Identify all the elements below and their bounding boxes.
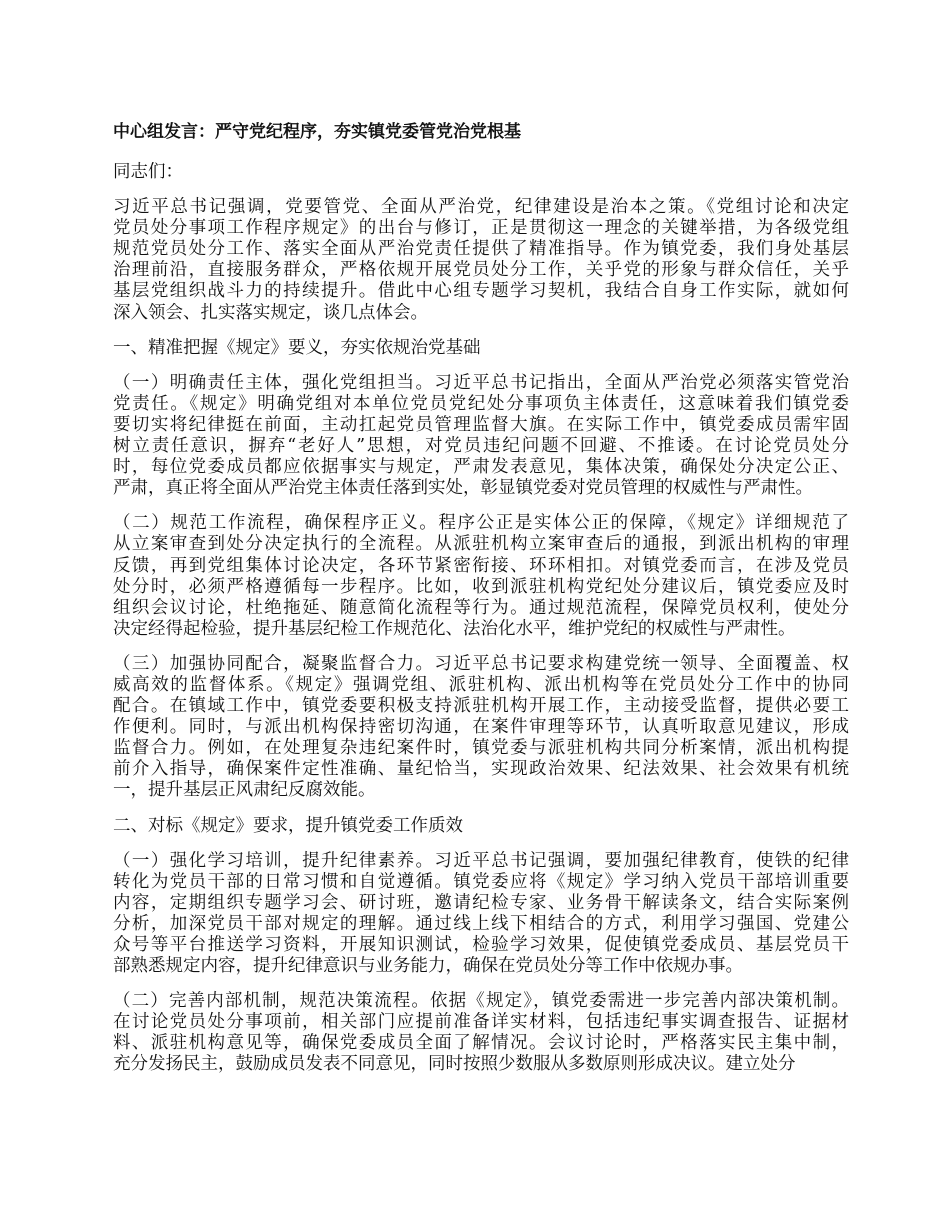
text-line: 部熟悉规定内容，提升纪律意识与业务能力，确保在党员处分等工作中依规办事。 [113,956,743,977]
text-line: 前介入指导，确保案件定性准确、量纪恰当，实现政治效果、纪法效果、社会效果有机统 [113,759,849,780]
text-line: 处分时，必须严格遵循每一步程序。比如，收到派驻机构党纪处分建议后，镇党委应及时 [113,576,849,597]
paragraph [113,654,849,802]
document-title: 中心组发言：严守党纪程序，夯实镇党委管党治党根基 [113,122,521,142]
greeting [113,162,849,183]
text-line: 分析，加深党员干部对规定的理解。通过线上线下相结合的方式，利用学习强国、党建公 [113,913,849,934]
text-line: 基层党组织战斗力的持续提升。借此中心组专题学习契机，我结合自身工作实际，就如何 [113,281,849,302]
text-line: （三）加强协同配合，凝聚监督合力。习近平总书记要求构建党统一领导、全面覆盖、权 [113,653,849,674]
text-line: 内容，定期组织专题学习会、研讨班，邀请纪检专家、业务骨干解读条文，结合实际案例 [113,892,849,913]
text-line: 众号等平台推送学习资料，开展知识测试，检验学习效果，促使镇党委成员、基层党员干 [113,935,849,955]
text-line: 规范党员处分工作、落实全面从严治党责任提供了精准指导。作为镇党委，我们身处基层 [113,239,849,260]
text-line: 决定经得起检验，提升基层纪检工作规范化、法治化水平，维护党纪的权威性与严肃性。 [113,618,796,639]
paragraph [113,373,849,500]
text-line: （一）明确责任主体，强化党组担当。习近平总书记指出，全面从严治党必须落实管党治 [113,372,849,393]
text-line: 从立案审查到处分决定执行的全流程。从派驻机构立案审查后的通报，到派出机构的审理 [113,534,849,555]
text-line: （一）强化学习培训，提升纪律素养。习近平总书记强调，要加强纪律教育，使铁的纪律 [113,850,849,871]
text-line: 深入领会、扎实落实规定，谈几点体会。 [113,302,428,323]
text-line: 转化为党员干部的日常习惯和自觉遵循。镇党委应将《规定》学习纳入党员干部培训重要 [113,871,849,892]
document-page [113,122,849,1090]
text-line: 在讨论党员处分事项前，相关部门应提前准备详实材料，包括违纪事实调查报告、证据材 [113,1012,849,1033]
text-line: 严肃，真正将全面从严治党主体责任落到实处，彰显镇党委对党员管理的权威性与严肃性。 [113,478,813,499]
paragraph [113,851,849,978]
text-line: 料、派驻机构意见等，确保党委成员全面了解情况。会议讨论时，严格落实民主集中制， [113,1033,849,1054]
text-line: 威高效的监督体系。《规定》强调党组、派驻机构、派出机构等在党员处分工作中的协同 [113,674,849,695]
text-line: 充分发扬民主，鼓励成员发表不同意见，同时按照少数服从多数原则形成决议。建立处分 [113,1054,796,1075]
text-line: 反馈，再到党组集体讨论决定，各环节紧密衔接、环环相扣。对镇党委而言，在涉及党员 [113,555,849,576]
text-line: 时，每位党委成员都应依据事实与规定，严肃发表意见，集体决策，确保处分决定公正、 [113,457,849,478]
text-line: 要切实将纪律挺在前面，主动扛起党员管理监督大旗。在实际工作中，镇党委成员需牢固 [113,414,849,435]
text-line: 习近平总书记强调，党要管党、全面从严治党，纪律建设是治本之策。《党组讨论和决定 [113,197,849,218]
text-line: 树立责任意识，摒弃“老好人”思想，对党员违纪问题不回避、不推诿。在讨论党员处分 [113,436,849,457]
paragraph [113,197,849,324]
text-line: 一、精准把握《规定》要义，夯实依规治党基础 [113,337,481,358]
text-line: 组织会议讨论，杜绝拖延、随意简化流程等行为。通过规范流程，保障党员权利，使处分 [113,597,849,618]
text-line: 一，提升基层正风肃纪反腐效能。 [113,780,376,801]
text-line: （二）完善内部机制，规范决策流程。依据《规定》，镇党委需进一步完善内部决策机制。 [113,991,849,1012]
text-line: 监督合力。例如，在处理复杂违纪案件时，镇党委与派驻机构共同分析案情，派出机构提 [113,738,849,759]
text-line: 治理前沿，直接服务群众，严格依规开展党员处分工作，关乎党的形象与群众信任，关乎 [113,260,849,281]
text-line: 作便利。同时，与派出机构保持密切沟通，在案件审理等环节，认真听取意见建议，形成 [113,717,849,738]
paragraph [113,991,849,1075]
document-body [113,197,849,1075]
greeting-line: 同志们： [113,162,183,182]
text-line: 配合。在镇域工作中，镇党委要积极支持派驻机构开展工作，主动接受监督，提供必要工 [113,696,849,717]
section-heading [113,338,849,359]
text-line: 党责任。《规定》明确党组对本单位党员党纪处分事项负主体责任，这意味着我们镇党委 [113,393,849,414]
paragraph [113,513,849,640]
text-line: （二）规范工作流程，确保程序正义。程序公正是实体公正的保障，《规定》详细规范了 [113,513,849,534]
text-line: 二、对标《规定》要求，提升镇党委工作质效 [113,815,463,836]
section-heading [113,816,849,837]
text-line: 党员处分事项工作程序规定》的出台与修订，正是贯彻这一理念的关键举措，为各级党组 [113,218,849,239]
